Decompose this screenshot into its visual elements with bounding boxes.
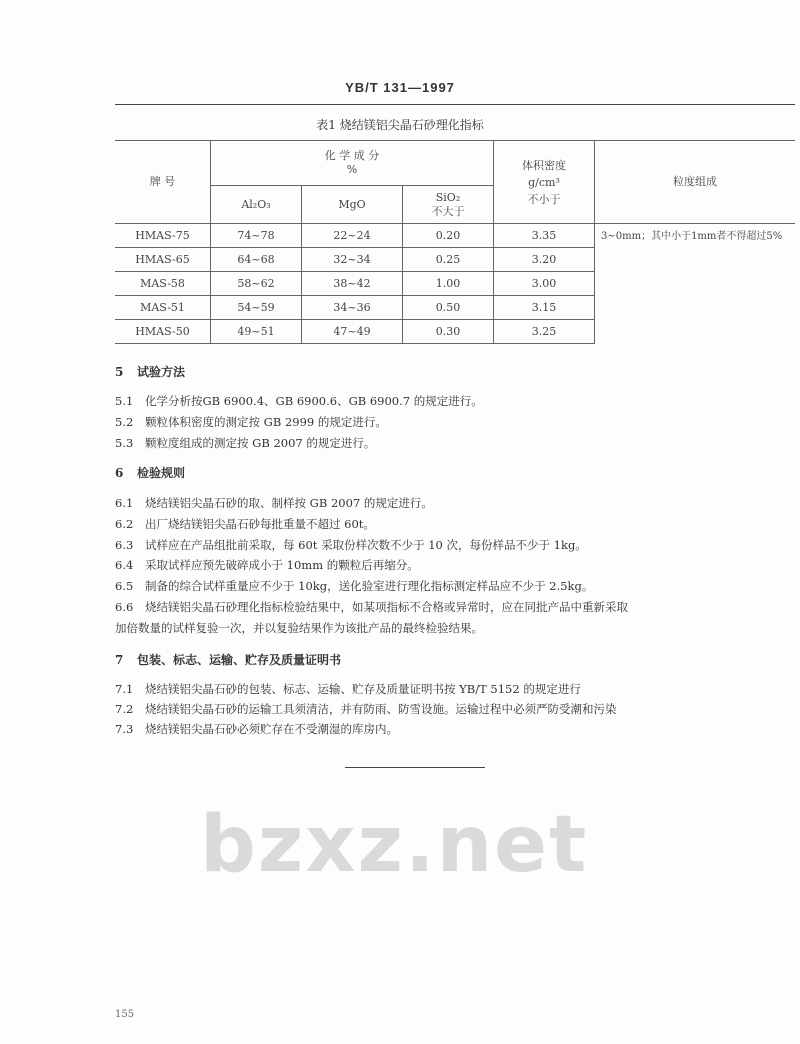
cell-sio2: 0.20: [403, 224, 494, 248]
cell-mgo: 34~36: [302, 296, 403, 320]
cell-grade: MAS-58: [115, 272, 211, 296]
clause: 6.3 试样应在产品组批前采取，每 60t 采取份样次数不少于 10 次，每份样品不少于 1kg。: [115, 538, 587, 552]
cell-grade: HMAS-75: [115, 224, 211, 248]
clause: 7.3 烧结镁铝尖晶石砂必须贮存在不受潮湿的库房内。: [115, 722, 398, 736]
cell-density: 3.25: [494, 320, 595, 344]
cell-grade: HMAS-65: [115, 248, 211, 272]
cell-mgo: 47~49: [302, 320, 403, 344]
col-grade: 牌 号: [115, 141, 211, 224]
watermark: bzxz.net: [200, 800, 589, 890]
section-heading: 5 试验方法: [115, 365, 186, 379]
table-row: [115, 224, 795, 248]
col-mgo: MgO: [302, 186, 403, 224]
section-heading: 6 检验规则: [115, 466, 186, 480]
col-sio2: [403, 186, 494, 224]
clause: 6.5 制备的综合试样重量应不少于 10kg，送化验室进行理化指标测定样品应不少于 2.5kg。: [115, 579, 594, 593]
density-label: 体积密度: [522, 158, 566, 172]
clause: 6.1 烧结镁铝尖晶石砂的取、制样按 GB 2007 的规定进行。: [115, 496, 433, 510]
density-unit: g/cm³: [528, 175, 560, 189]
sio2-note: 不大于: [431, 204, 465, 218]
cell-al2o3: 58~62: [211, 272, 302, 296]
sio2-label: SiO₂: [435, 190, 461, 204]
cell-al2o3: 54~59: [211, 296, 302, 320]
cell-size: 3~0mm；其中小于1mm者不得超过5%: [595, 224, 796, 344]
cell-sio2: 0.30: [403, 320, 494, 344]
cell-mgo: 32~34: [302, 248, 403, 272]
clause: 7.1 烧结镁铝尖晶石砂的包装、标志、运输、贮存及质量证明书按 YB/T 5152 的规定进行: [115, 682, 581, 696]
cell-mgo: 22~24: [302, 224, 403, 248]
chem-unit: %: [346, 163, 358, 176]
chem-label: 化 学 成 分: [324, 149, 380, 162]
table-caption: 表1 烧结镁铝尖晶石砂理化指标: [316, 118, 484, 132]
cell-al2o3: 64~68: [211, 248, 302, 272]
clause: 5.3 颗粒度组成的测定按 GB 2007 的规定进行。: [115, 436, 376, 450]
col-chem: [211, 141, 494, 186]
cell-density: 3.35: [494, 224, 595, 248]
col-size: 粒度组成: [595, 141, 796, 224]
clause: 7.2 烧结镁铝尖晶石砂的运输工具须清洁，并有防雨、防雪设施。运输过程中必须严防受潮和污染: [115, 702, 617, 716]
cell-al2o3: 74~78: [211, 224, 302, 248]
cell-sio2: 0.25: [403, 248, 494, 272]
properties-table: [115, 140, 795, 344]
section-heading: 7 包装、标志、运输、贮存及质量证明书: [115, 653, 342, 667]
standard-code-header: YB/T 131—1997: [345, 80, 455, 95]
clause: 5.2 颗粒体积密度的测定按 GB 2999 的规定进行。: [115, 415, 387, 429]
cell-density: 3.15: [494, 296, 595, 320]
header-rule: [115, 104, 795, 105]
cell-mgo: 38~42: [302, 272, 403, 296]
clause-continuation: 加倍数量的试样复验一次，并以复验结果作为该批产品的最终检验结果。: [115, 621, 483, 635]
clause: 6.2 出厂烧结镁铝尖晶石砂每批重量不超过 60t。: [115, 517, 375, 531]
page-number: 155: [115, 1009, 135, 1020]
cell-density: 3.00: [494, 272, 595, 296]
col-al2o3: Al₂O₃: [211, 186, 302, 224]
cell-density: 3.20: [494, 248, 595, 272]
cell-sio2: 0.50: [403, 296, 494, 320]
end-rule: [345, 767, 485, 768]
cell-grade: MAS-51: [115, 296, 211, 320]
col-density: [494, 141, 595, 224]
clause: 6.6 烧结镁铝尖晶石砂理化指标检验结果中，如某项指标不合格或异常时，应在同批产品中重新采取: [115, 600, 628, 614]
cell-al2o3: 49~51: [211, 320, 302, 344]
density-note: 不小于: [527, 192, 561, 206]
cell-grade: HMAS-50: [115, 320, 211, 344]
cell-sio2: 1.00: [403, 272, 494, 296]
clause: 5.1 化学分析按GB 6900.4、GB 6900.6、GB 6900.7 的规定进行。: [115, 394, 483, 408]
clause: 6.4 采取试样应预先破碎成小于 10mm 的颗粒后再缩分。: [115, 558, 419, 572]
